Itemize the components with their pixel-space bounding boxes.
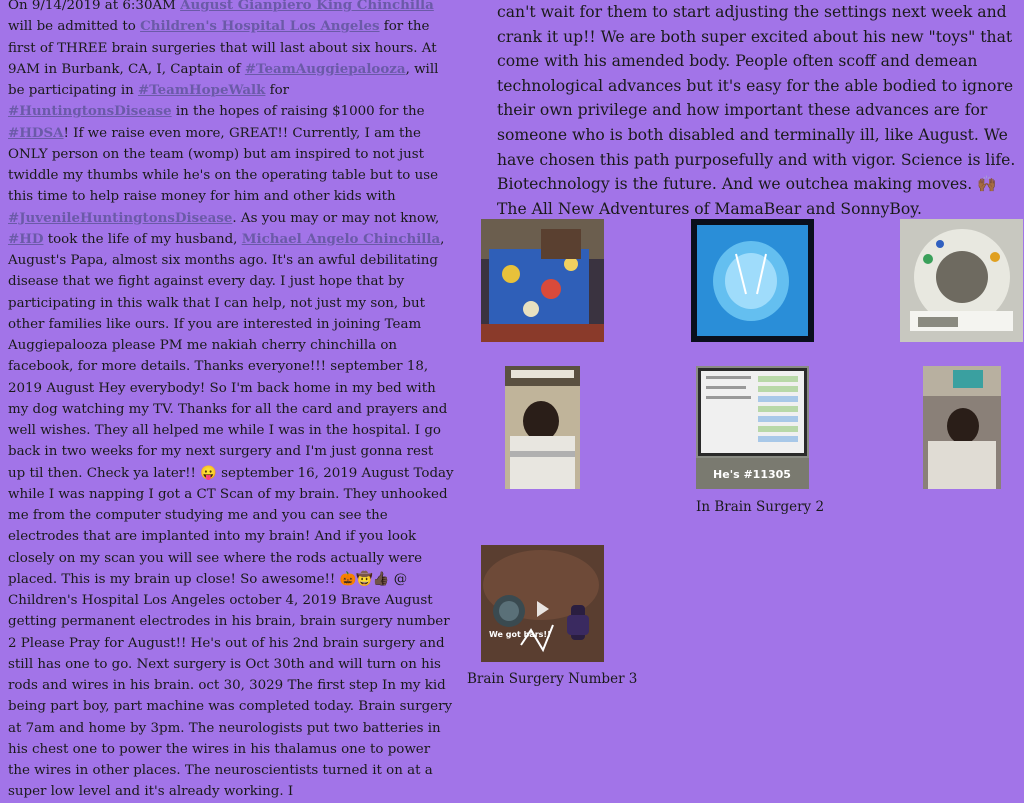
text-segment: On 9/14/2019 at 6:30AM — [8, 0, 181, 13]
text-segment: . As you may or may not know, — [232, 210, 440, 226]
link-team-auggiepalooza[interactable]: #TeamAuggiepalooza — [244, 60, 406, 77]
link-hd[interactable]: #HD — [8, 230, 44, 247]
text-segment: in the hopes of raising $1000 for the — [171, 104, 425, 120]
monitor-screen-photo[interactable] — [696, 366, 809, 489]
link-juvenile-huntingtons[interactable]: #JuvenileHuntingtonsDisease — [8, 209, 233, 226]
link-team-hope-walk[interactable]: #TeamHopeWalk — [138, 82, 266, 98]
chest-battery-image — [481, 545, 604, 662]
text-segment: ! If we raise even more, GREAT!! Currently, I am the ONLY person on the team (womp) but am inspired to not just twiddle my thumbs while he's on the operating table but to use this time to help raise money for him and other kids with — [8, 125, 439, 205]
text-segment: , August's Papa, almost six months ago. It's an awful debilitating disease that we fight against every day. I just hope that by participating in this walk that I can help, not just my son, but other families like ours. If you are interested in joining Team Auggiepalooza please PM me nakiah cherry chinchilla on facebook, for more details. Thanks everyone!!! september 18, 2019 August Hey everybody! So I'm back home in my bed with my dog watching my TV. Thanks for all the card and prayers and well wishes. They all helped me while I was in the hospital. I go back in two weeks for my next surgery and I'm just gonna rest up til then. Check ya later!! 😛 september 16, 2019 August Today while I was napping I got a CT Scan of my brain. They unhooked me from the computer studying me and you can see the electrodes that are implanted into my brain! And if you look closely on my scan you will see where the rods actually were placed. This is my brain up close! So awesome!! 🎃🤠👍🏿 @ Children's Hospital Los Angeles october 4, 2019 Brave August getting permanent electrodes in his brain, brain surgery number 2 Please Pray for August!! He's out of his 2nd brain surgery and still has one to go. Next surgery is Oct 30th and will turn on his rods and wires in his brain. oct 30, 3029 The first step In my kid being part boy, part machine was completed today. Brain surgery at 7am and home by 3pm. The neurologists put two batteries in his chest one to power the wires in his thalamus one to power the wires in other places. The neuroscientists turned it on at a super low level and it's already working. I — [8, 231, 454, 800]
link-august[interactable]: August Gianpiero King Chinchilla — [180, 0, 434, 13]
caption-brain-surgery-3: Brain Surgery Number 3 — [467, 671, 638, 687]
link-hospital[interactable]: Children's Hospital Los Angeles — [140, 18, 380, 35]
hospital-rest-image — [923, 366, 1001, 489]
monitor-label: He's #11305 — [713, 468, 791, 481]
monitor-screen-image — [696, 366, 809, 489]
hospital-rest-photo[interactable] — [923, 366, 1001, 489]
text-segment: took the life of my husband, — [43, 231, 242, 247]
hospital-bed-photo[interactable] — [481, 219, 604, 342]
link-hdsa[interactable]: #HDSA — [8, 124, 64, 141]
link-michael-angelo[interactable]: Michael Angelo Chinchilla — [241, 230, 441, 247]
text-segment: will be admitted to — [8, 19, 141, 35]
text-segment: for — [265, 83, 290, 98]
right-column-text: can't wait for them to start adjusting the settings next week and crank it up!! We are both super excited about his new "toys" that come with his amended body. People often scoff and demean technological advances but it's easy for the able bodied to ignore their own privilege and how important these advances are for someone who is both disabled and terminally ill, like August. We have chosen this path purposefully and with vigor. Science is life. Biotechnology is the future. And we outchea making moves. 🙌🏾The All New Adventures of MamaBear and SonnyBoy. — [497, 3, 1016, 218]
ct-scan-photo[interactable] — [691, 219, 814, 342]
boy-in-bed-photo[interactable] — [505, 366, 580, 489]
link-huntingtons-disease[interactable]: #HuntingtonsDisease — [8, 103, 172, 120]
chest-battery-photo[interactable] — [481, 545, 604, 662]
boy-in-bed-image — [505, 366, 580, 489]
ct-scan-image — [691, 219, 814, 342]
text-segment: for the first of THREE brain surgeries that will last about six hours. At 9AM in Burbank, CA, I, Captain of — [8, 19, 437, 77]
text-segment: , will be participating in — [8, 61, 439, 98]
bars-label: We got bars!! — [489, 630, 551, 639]
hospital-bed-image — [481, 219, 604, 342]
mri-machine-photo[interactable] — [900, 219, 1023, 342]
mri-machine-image — [900, 219, 1023, 342]
left-column-text — [8, 0, 454, 803]
caption-brain-surgery-2: In Brain Surgery 2 — [696, 499, 825, 515]
